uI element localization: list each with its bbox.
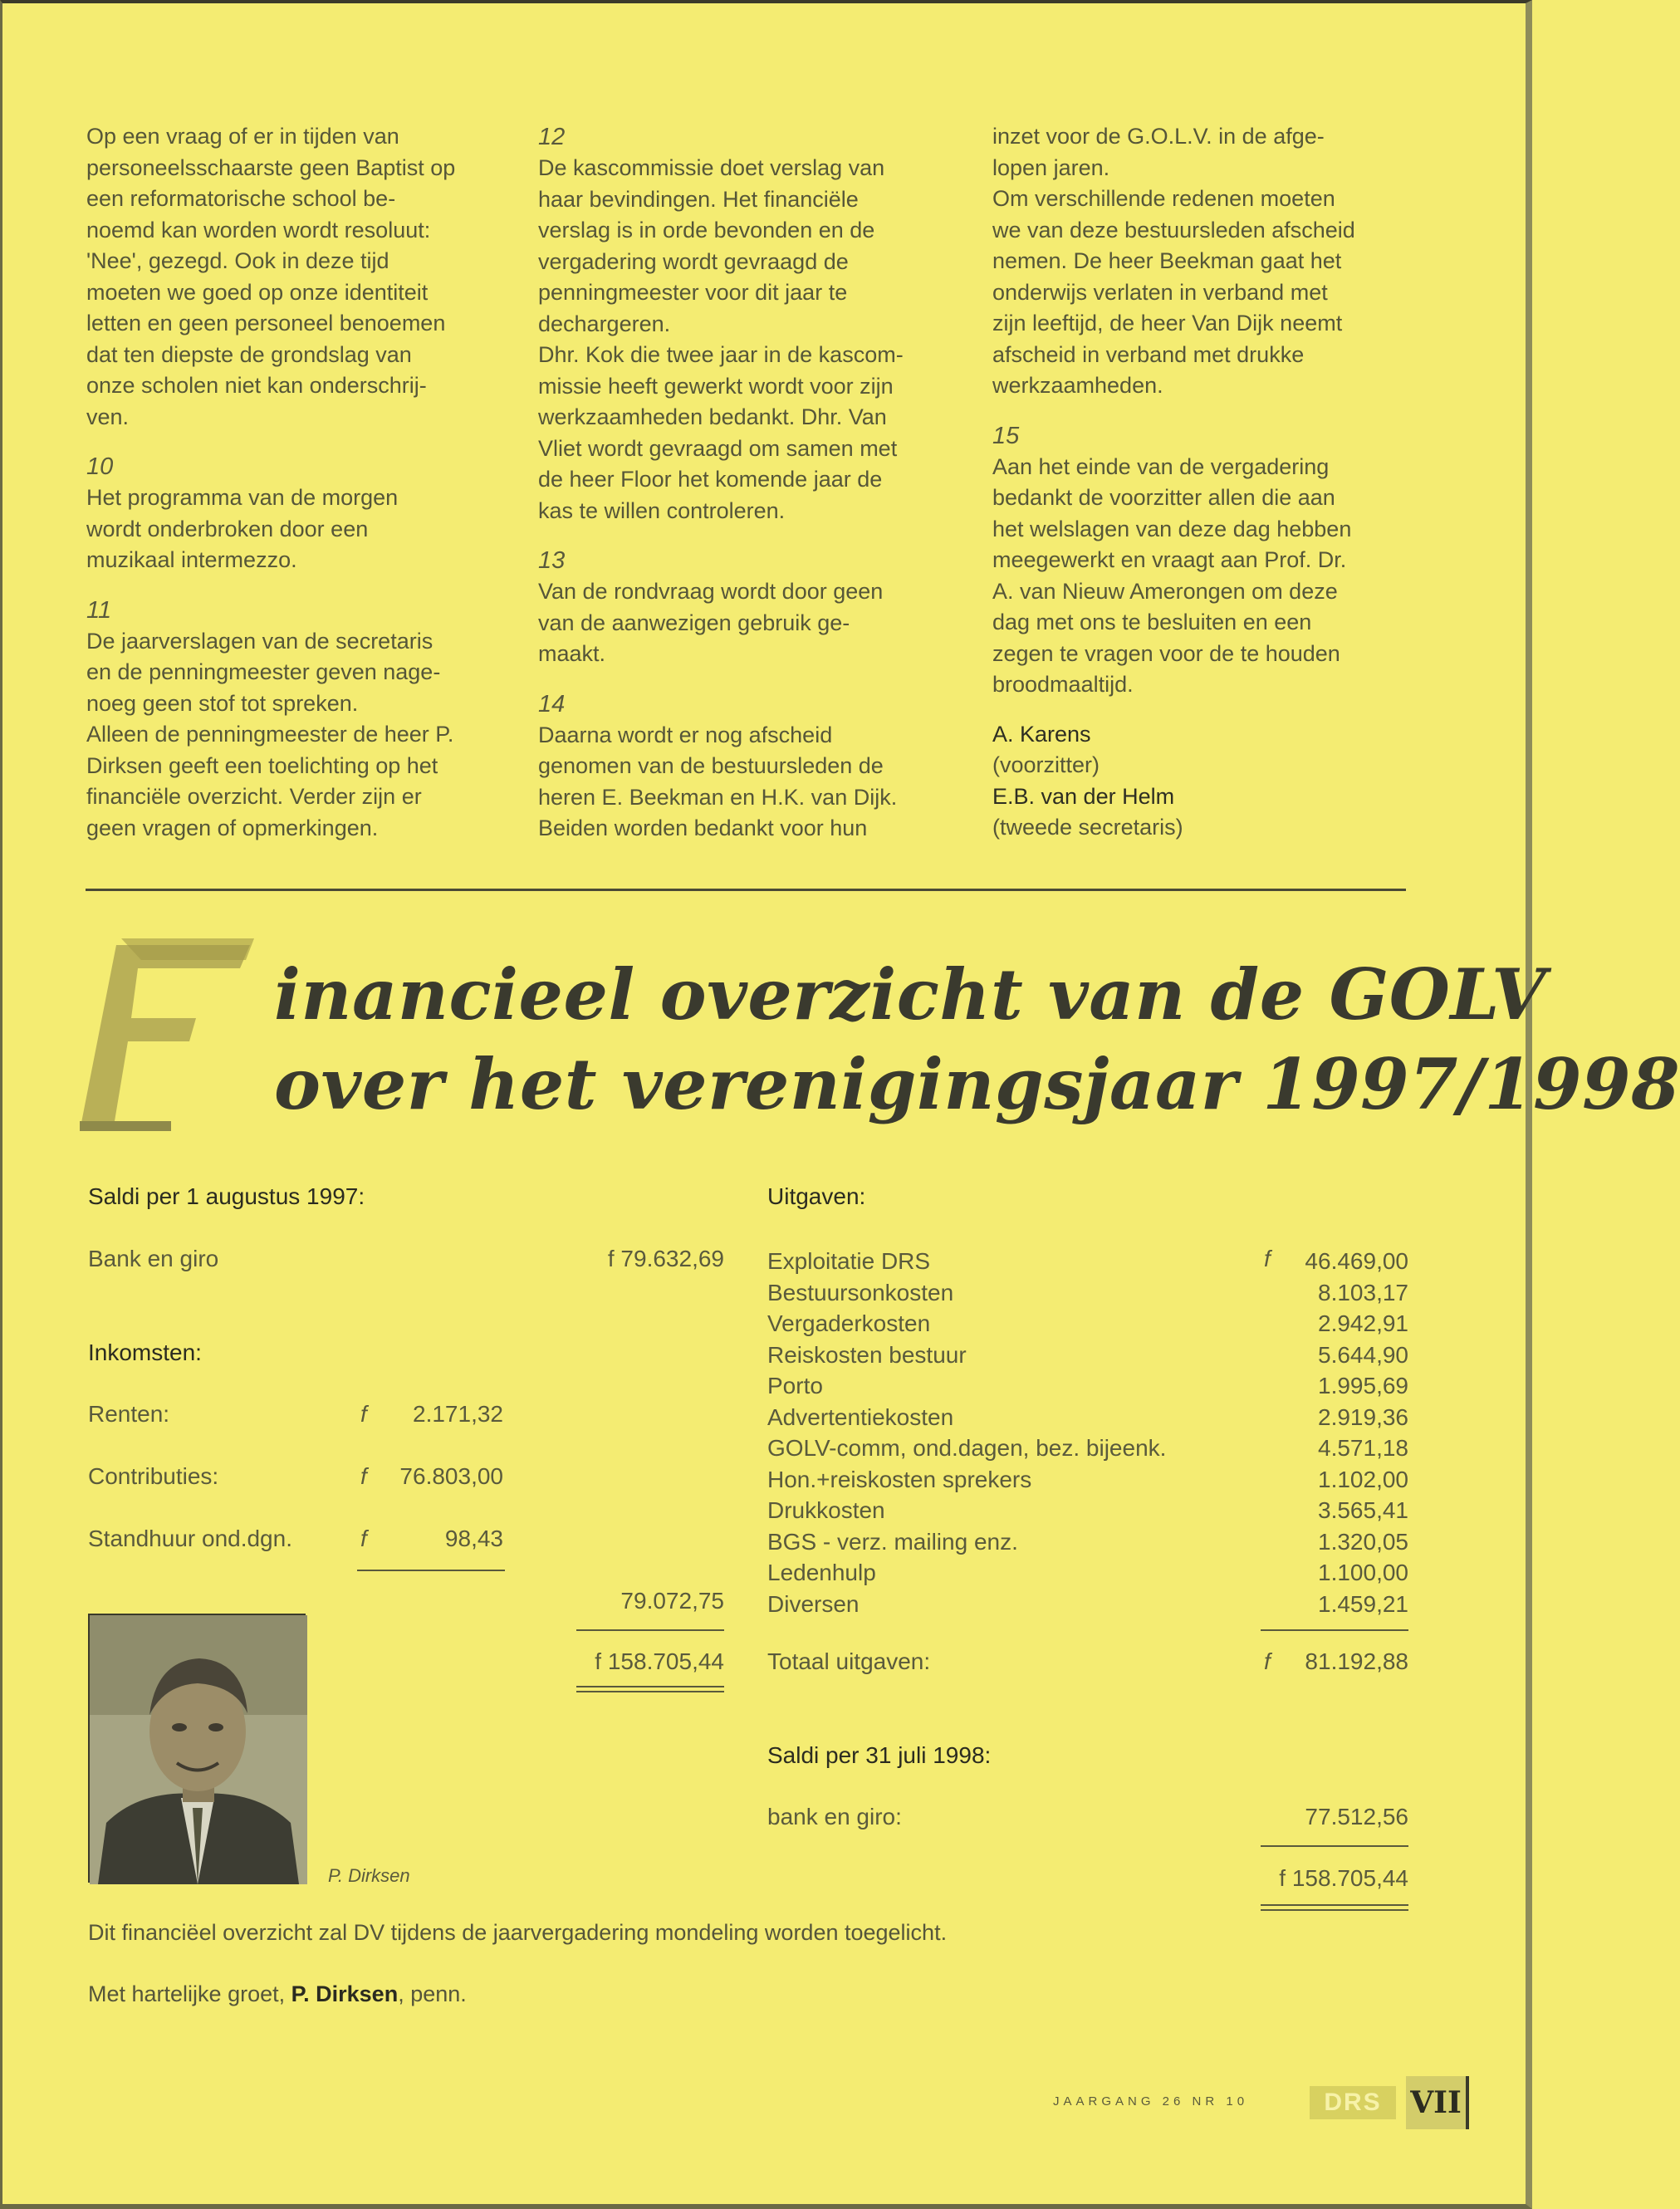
text-line: dechargeren. [538,311,671,336]
text-line: haar bevindingen. Het financiële [538,186,859,212]
text-line: Van de rondvraag wordt door geen [538,579,884,604]
text-line: zegen te vragen voor de te houden [992,640,1340,666]
text-line: Het programma van de morgen [86,485,399,510]
paragraph-14-continued [992,121,1424,402]
paragraph-13 [538,576,970,670]
page-number: VII [1406,2076,1469,2129]
paragraph-14 [538,720,970,845]
expense-label: Advertentiekosten [767,1403,954,1430]
text-line: noemd kan worden wordt resoluut: [86,217,431,242]
left-total-line [576,1629,724,1631]
saldi-start-heading: Saldi per 1 augustus 1997: [88,1183,365,1209]
expense-label: Drukkosten [767,1497,885,1523]
expenses-labels [767,1246,1166,1619]
paragraph-12 [538,153,970,527]
text-line: Vliet wordt gevraagd om samen met [538,435,898,461]
expense-label: BGS - verz. mailing enz. [767,1528,1018,1555]
expense-label: GOLV-comm, ond.dagen, bez. bijeenk. [767,1435,1167,1461]
text-line: Op een vraag of er in tijden van [86,124,399,149]
expenses-amounts [1212,1246,1408,1619]
text-line: financiële overzicht. Verder zijn er [86,784,422,809]
expense-amount: 8.103,17 [1318,1279,1408,1305]
expense-amount: 1.320,05 [1318,1528,1408,1555]
income-amount-contributies: 76.803,00 [399,1463,503,1489]
expense-amount: 4.571,18 [1318,1435,1408,1461]
income-subtotal-line [357,1570,505,1571]
text-line: van de aanwezigen gebruik ge- [538,610,850,635]
text-line: Om verschillende redenen moeten [992,186,1335,211]
expense-amount: 2.919,36 [1318,1403,1408,1430]
text-line: dag met ons te besluiten en een [992,610,1312,634]
section-number-10: 10 [86,453,114,480]
grand-total-right: f 158.705,44 [1279,1865,1408,1891]
text-line: Dhr. Kok die twee jaar in de kascom- [538,342,904,367]
text-line: vergadering wordt gevraagd de [538,248,849,274]
text-line: zijn leeftijd, de heer Van Dijk neemt [992,311,1343,336]
income-heading: Inkomsten: [88,1340,202,1365]
text-line: lopen jaren. [992,154,1110,180]
text-line: wordt onderbroken door een [86,516,369,541]
text-line: werkzaamheden bedankt. Dhr. Van [538,404,887,429]
text-line: afscheid in verband met drukke [992,341,1305,367]
text-line: nemen. De heer Beekman gaat het [992,248,1342,273]
signature-chair-role: (voorzitter) [992,752,1100,777]
text-line: genomen van de bestuursleden de [538,753,884,778]
text-line: inzet voor de G.O.L.V. in de afge- [992,124,1325,149]
title-line-2: over het verenigingsjaar 1997/1998 [274,1043,1680,1125]
text-line: meegewerkt en vraagt aan Prof. Dr. [992,547,1347,572]
signature-chair-name: A. Karens [992,721,1091,747]
expense-amount: 46.469,00 [1305,1248,1408,1274]
text-line: verslag is in orde bevonden en de [538,218,875,242]
paragraph-intro [86,121,518,433]
expense-amount: 1.995,69 [1318,1373,1408,1398]
expense-label: Diversen [767,1590,860,1617]
text-line: kas te willen controleren. [538,497,786,523]
expense-amount: 3.565,41 [1318,1497,1408,1523]
footer-greeting [88,1981,467,2007]
expense-amount: 5.644,90 [1318,1341,1408,1368]
paragraph-15 [992,452,1424,701]
bank-label: Bank en giro [88,1246,219,1271]
article-column-2 [538,121,970,845]
total-expenses-label: Totaal uitgaven: [767,1648,931,1674]
text-line: dat ten diepste de grondslag van [86,341,412,367]
section-number-11: 11 [86,596,112,624]
text-line: Alleen de penningmeester de heer P. [86,722,454,747]
text-line: De kascommissie doet verslag van [538,155,885,180]
text-line: het welslagen van deze dag hebben [992,516,1352,541]
text-line: een reformatorische school be- [86,186,396,211]
right-double-line-2 [1261,1909,1408,1911]
bank-end-amount: 77.512,56 [1305,1804,1408,1829]
bank-end-label: bank en giro: [767,1804,902,1829]
text-line: we van deze bestuursleden afscheid [992,217,1355,242]
total-expenses-currency: f [1264,1648,1271,1674]
income-label-renten: Renten: [88,1401,170,1427]
expense-label: Vergaderkosten [767,1310,931,1336]
income-currency-contributies: f [360,1463,367,1489]
total-expenses-amount: 81.192,88 [1305,1648,1408,1674]
dropcap-f-letter [80,938,254,1131]
drs-logo: DRS [1310,2086,1396,2119]
section-number-13: 13 [538,547,566,574]
text-line: bedankt de voorzitter allen die aan [992,485,1335,510]
text-line: missie heeft gewerkt wordt voor zijn [538,373,894,399]
text-line: onderwijs verlaten in verband met [992,279,1328,305]
text-line: Daarna wordt er nog afscheid [538,722,833,747]
expense-amount: 1.102,00 [1318,1466,1408,1492]
bank-amount: f 79.632,69 [607,1246,724,1271]
article-column-3 [992,121,1424,844]
greeting-prefix: Met hartelijke groet, [88,1981,291,2006]
text-line: de heer Floor het komende jaar de [538,467,883,492]
text-line: penningmeester voor dit jaar te [538,280,848,305]
section-number-12: 12 [538,124,566,150]
text-line: Beiden worden bedankt voor hun [538,816,868,840]
article-column-1 [86,121,518,844]
expense-label: Reiskosten bestuur [767,1341,967,1368]
text-line: onze scholen niet kan onderschrij- [86,373,427,398]
income-label-standhuur: Standhuur ond.dgn. [88,1526,292,1551]
section-number-14: 14 [538,690,566,718]
text-line: broodmaaltijd. [992,672,1134,697]
left-double-line-2 [576,1691,724,1692]
right-double-line-1 [1261,1904,1408,1906]
income-currency-renten: f [360,1401,367,1427]
paragraph-11 [86,626,518,845]
signature-secretary-role: (tweede secretaris) [992,815,1183,840]
income-label-contributies: Contributies: [88,1463,219,1489]
text-line: maakt. [538,641,606,666]
expense-label: Porto [767,1373,823,1398]
text-line: 'Nee', gezegd. Ook in deze tijd [86,248,389,273]
paragraph-10 [86,482,518,576]
expense-label: Ledenhulp [767,1560,876,1585]
footer-note: Dit financiëel overzicht zal DV tijdens de jaarvergadering mondeling worden toegelicht. [88,1920,948,1945]
section-number-15: 15 [992,422,1020,449]
text-line: werkzaamheden. [992,373,1163,398]
text-line: ven. [86,404,130,429]
title-line-1: inancieel overzicht van de GOLV [274,953,1546,1036]
text-line: noeg geen stof tot spreken. [86,690,359,716]
journal-issue: JAARGANG 26 NR 10 [1053,2094,1249,2109]
income-amount-renten: 2.171,32 [413,1401,503,1427]
text-line: geen vragen of opmerkingen. [86,815,379,840]
income-currency-standhuur: f [360,1526,367,1551]
income-amount-standhuur: 98,43 [444,1526,503,1551]
income-total: 79.072,75 [620,1588,724,1614]
right-total-line [1261,1845,1408,1847]
saldi-end-heading: Saldi per 31 juli 1998: [767,1742,992,1768]
section-divider [86,889,1406,891]
expense-label: Hon.+reiskosten sprekers [767,1466,1032,1492]
text-line: A. van Nieuw Amerongen om deze [992,578,1338,604]
text-line: De jaarverslagen van de secretaris [86,628,433,654]
greeting-name: P. Dirksen [291,1981,399,2006]
text-line: personeelsschaarste geen Baptist op [86,154,456,180]
portrait-photo [88,1614,306,1883]
text-line: Dirksen geeft een toelichting op het [86,752,438,778]
photo-caption: P. Dirksen [328,1865,410,1886]
grand-total-left: f 158.705,44 [595,1648,724,1674]
expenses-subtotal-line [1261,1629,1408,1631]
text-line: Aan het einde van de vergadering [992,453,1330,479]
greeting-suffix: , penn. [398,1981,467,2006]
expense-amount: 1.459,21 [1318,1590,1408,1617]
expense-amount: 2.942,91 [1318,1310,1408,1336]
expenses-heading: Uitgaven: [767,1183,866,1209]
text-line: en de penningmeester geven nage- [86,659,441,684]
left-double-line-1 [576,1686,724,1687]
text-line: letten en geen personeel benoemen [86,311,446,336]
expense-amount: 1.100,00 [1318,1560,1408,1585]
expense-label: Exploitatie DRS [767,1248,931,1274]
expenses-currency: f [1264,1246,1271,1271]
portrait-illustration [90,1615,307,1884]
text-line: muzikaal intermezzo. [86,547,297,572]
text-line: moeten we goed op onze identiteit [86,279,429,305]
signature-secretary-name: E.B. van der Helm [992,783,1175,809]
expense-label: Bestuursonkosten [767,1279,954,1305]
text-line: heren E. Beekman en H.K. van Dijk. [538,784,898,810]
